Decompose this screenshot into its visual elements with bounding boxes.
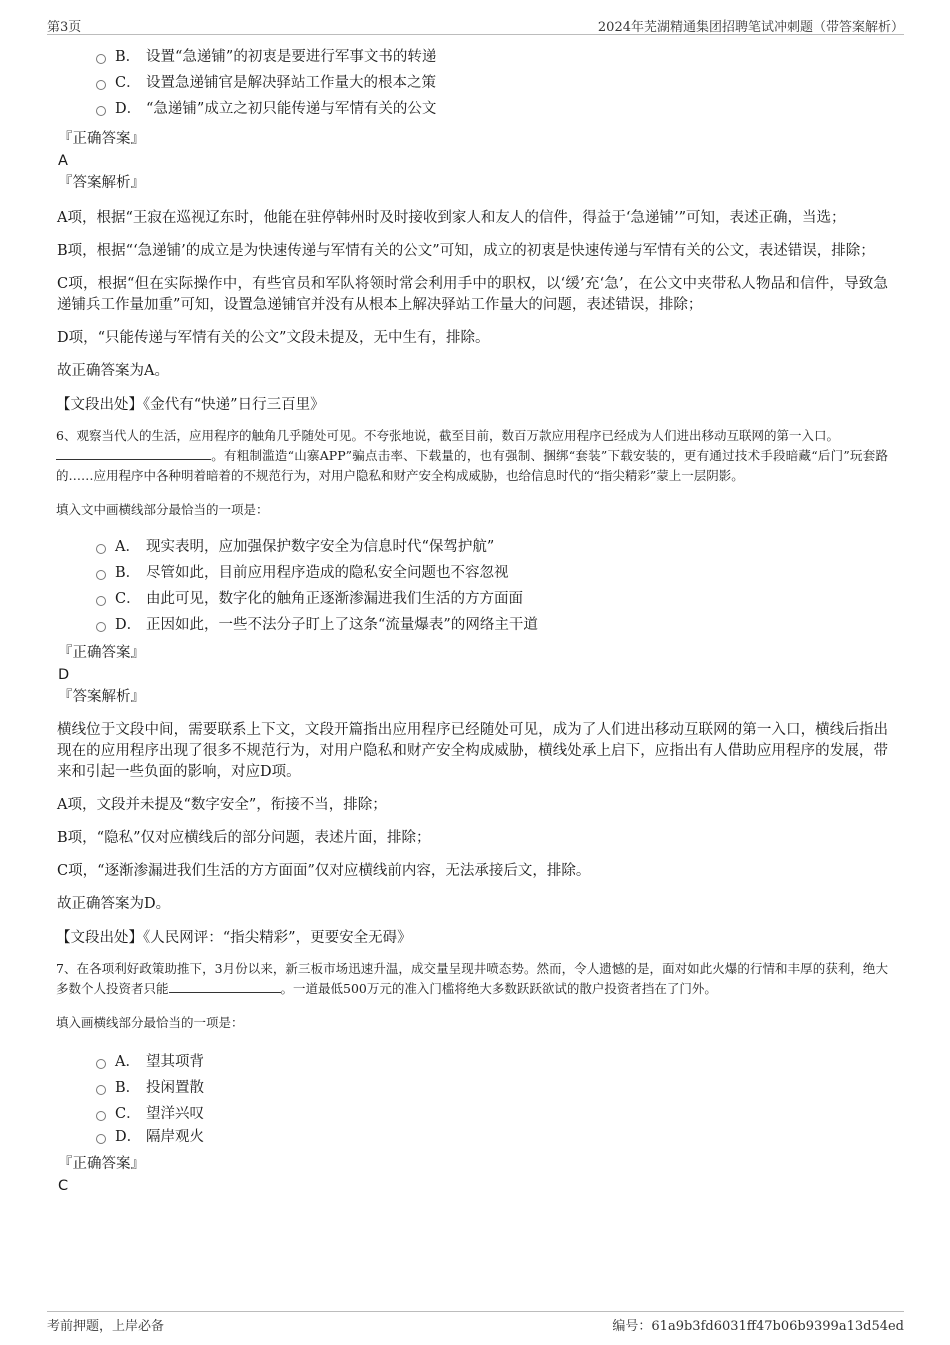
radio-icon[interactable] bbox=[96, 1059, 106, 1069]
radio-icon[interactable] bbox=[96, 544, 106, 554]
option-letter: A． bbox=[115, 539, 140, 555]
option-text: 望洋兴叹 bbox=[146, 1106, 204, 1122]
radio-icon[interactable] bbox=[96, 54, 106, 64]
q6-option-a[interactable] bbox=[56, 534, 888, 560]
option-text: 由此可见，数字化的触角正逐渐渗漏进我们生活的方方面面 bbox=[146, 591, 523, 607]
radio-icon[interactable] bbox=[96, 1134, 106, 1144]
footer-slogan: 考前押题，上岸必备 bbox=[47, 1319, 165, 1334]
analysis-paragraph: C项，根据“但在实际操作中，有些官员和军队将领时常会利用手中的职权，以‘缓’充‘急’，在公文中夹带私人物品和信件，导致急递铺兵工作量加重”可知，设置急递铺官并没有从根本上解决驿站工作量大的问题，表述错误，排除； bbox=[57, 276, 888, 313]
radio-icon[interactable] bbox=[96, 106, 106, 116]
q6-option-c[interactable] bbox=[56, 586, 888, 612]
question-prompt: 填入画横线部分最恰当的一项是： bbox=[56, 1015, 244, 1030]
option-text: 隔岸观火 bbox=[146, 1129, 204, 1145]
source-title: 《金代有“快递”日行三百里》 bbox=[143, 397, 325, 413]
option-text: 设置“急递铺”的初衷是要进行军事文书的转递 bbox=[146, 49, 437, 65]
q6-options bbox=[56, 534, 888, 638]
question-stem-continued: 。一道最低500万元的准入门槛将绝大多数跃跃欲试的散户投资者挡在了门外。 bbox=[280, 981, 717, 996]
analysis-paragraph: B项，根据“‘急递铺’的成立是为快速传递与军情有关的公文”可知，成立的初衷是快速传递与军情有关的公文，表述错误，排除； bbox=[57, 243, 875, 259]
page-content bbox=[56, 40, 888, 1197]
q5-option-d[interactable] bbox=[56, 96, 888, 122]
radio-icon[interactable] bbox=[96, 80, 106, 90]
option-letter: D． bbox=[115, 1129, 142, 1145]
question-stem: 6、观察当代人的生活，应用程序的触角几乎随处可见。不夸张地说，截至目前，数百万款应用程序已经成为人们进出移动互联网的第一入口。 bbox=[56, 428, 839, 443]
radio-icon[interactable] bbox=[96, 622, 106, 632]
answer-label: 『正确答案』 bbox=[58, 131, 145, 147]
answer-value: C bbox=[58, 1178, 69, 1194]
q7-options bbox=[56, 1049, 888, 1147]
source-line bbox=[56, 927, 888, 949]
option-letter: B． bbox=[115, 1080, 141, 1096]
option-letter: D． bbox=[115, 617, 142, 633]
page-number: 第3页 bbox=[47, 20, 82, 35]
option-letter: A． bbox=[115, 1054, 140, 1070]
answer-value: A bbox=[58, 153, 68, 169]
option-letter: B． bbox=[115, 565, 141, 581]
q5-option-c[interactable] bbox=[56, 70, 888, 96]
source-label: 【文段出处】 bbox=[56, 397, 143, 413]
document-id: 编号：61a9b3fd6031ff47b06b9399a13d54ed bbox=[612, 1319, 904, 1334]
analysis-paragraph: D项，“只能传递与军情有关的公文”文段未提及，无中生有，排除。 bbox=[57, 330, 490, 346]
question-text bbox=[56, 959, 888, 999]
analysis-label: 『答案解析』 bbox=[58, 175, 145, 191]
analysis-paragraph: A项，文段并未提及“数字安全”，衔接不当，排除； bbox=[57, 797, 387, 813]
source-label: 【文段出处】 bbox=[56, 930, 143, 946]
q7-option-a[interactable] bbox=[56, 1049, 888, 1075]
page-header bbox=[47, 14, 904, 35]
option-text: 设置急递铺官是解决驿站工作量大的根本之策 bbox=[146, 75, 436, 91]
q5-option-b[interactable] bbox=[56, 44, 888, 70]
document-title: 2024年芜湖精通集团招聘笔试冲刺题（带答案解析） bbox=[597, 20, 904, 35]
radio-icon[interactable] bbox=[96, 1085, 106, 1095]
analysis-paragraph: C项，“逐渐渗漏进我们生活的方方面面”仅对应横线前内容，无法承接后文，排除。 bbox=[57, 863, 591, 879]
option-letter: C． bbox=[115, 591, 141, 607]
fill-blank bbox=[56, 446, 211, 460]
q6-option-d[interactable] bbox=[56, 612, 888, 638]
q7-option-b[interactable] bbox=[56, 1075, 888, 1101]
q7-option-c[interactable] bbox=[56, 1101, 888, 1127]
option-text: 正因如此，一些不法分子盯上了这条“流量爆表”的网络主干道 bbox=[146, 617, 538, 633]
radio-icon[interactable] bbox=[96, 596, 106, 606]
analysis-conclusion: 故正确答案为A。 bbox=[57, 363, 169, 379]
analysis-paragraph: B项，“隐私”仅对应横线后的部分问题，表述片面，排除； bbox=[57, 830, 431, 846]
q5-options bbox=[56, 44, 888, 122]
source-title: 《人民网评：“指尖精彩”，更要安全无碍》 bbox=[143, 930, 412, 946]
option-text: 现实表明，应加强保护数字安全为信息时代“保驾护航” bbox=[146, 539, 495, 555]
option-text: 望其项背 bbox=[146, 1054, 204, 1070]
option-letter: C． bbox=[115, 1106, 141, 1122]
option-letter: C． bbox=[115, 75, 141, 91]
question-stem-continued: 。有粗制滥造“山寨APP”骗点击率、下载量的，也有强制、捆绑“套装”下载安装的，更有通过技术手段暗藏“后门”玩套路的……应用程序中各种明着暗着的不规范行为，对用户隐私和财产安全构成威胁，也给信息时代的“指尖精彩”蒙上一层阴影。 bbox=[56, 448, 888, 483]
option-text: “急递铺”成立之初只能传递与军情有关的公文 bbox=[146, 101, 437, 117]
option-text: 投闲置散 bbox=[146, 1080, 204, 1096]
source-line bbox=[56, 394, 888, 416]
option-letter: D． bbox=[115, 101, 142, 117]
page-footer bbox=[47, 1311, 904, 1336]
question-text bbox=[56, 426, 888, 486]
question-prompt: 填入文中画横线部分最恰当的一项是： bbox=[56, 502, 269, 517]
question-stem: 7、在各项利好政策助推下，3月份以来，新三板市场迅速升温，成交量呈现井喷态势。然而，令人遗憾的是，面对如此火爆的行情和丰厚的获利，绝大多数个人投资者只能 bbox=[56, 961, 888, 996]
fill-blank bbox=[169, 979, 281, 993]
analysis-paragraph: A项，根据“王寂在巡视辽东时，他能在驻停韩州时及时接收到家人和友人的信件，得益于‘急递铺’”可知，表述正确，当选； bbox=[57, 210, 846, 226]
answer-label: 『正确答案』 bbox=[58, 1156, 145, 1172]
answer-label: 『正确答案』 bbox=[58, 645, 145, 661]
radio-icon[interactable] bbox=[96, 1111, 106, 1121]
option-text: 尽管如此，目前应用程序造成的隐私安全问题也不容忽视 bbox=[146, 565, 509, 581]
analysis-conclusion: 故正确答案为D。 bbox=[57, 896, 171, 912]
analysis-paragraph: 横线位于文段中间，需要联系上下文，文段开篇指出应用程序已经随处可见，成为了人们进出移动互联网的第一入口，横线后指出现在的应用程序出现了很多不规范行为，对用户隐私和财产安全构成威胁，横线处承上启下，应指出有人借助应用程序的发展，带来和引起一些负面的影响，对应D项。 bbox=[57, 722, 888, 780]
q7-option-d[interactable] bbox=[56, 1127, 888, 1147]
analysis-label: 『答案解析』 bbox=[58, 689, 145, 705]
option-letter: B． bbox=[115, 49, 141, 65]
q6-option-b[interactable] bbox=[56, 560, 888, 586]
radio-icon[interactable] bbox=[96, 570, 106, 580]
answer-value: D bbox=[58, 667, 70, 683]
